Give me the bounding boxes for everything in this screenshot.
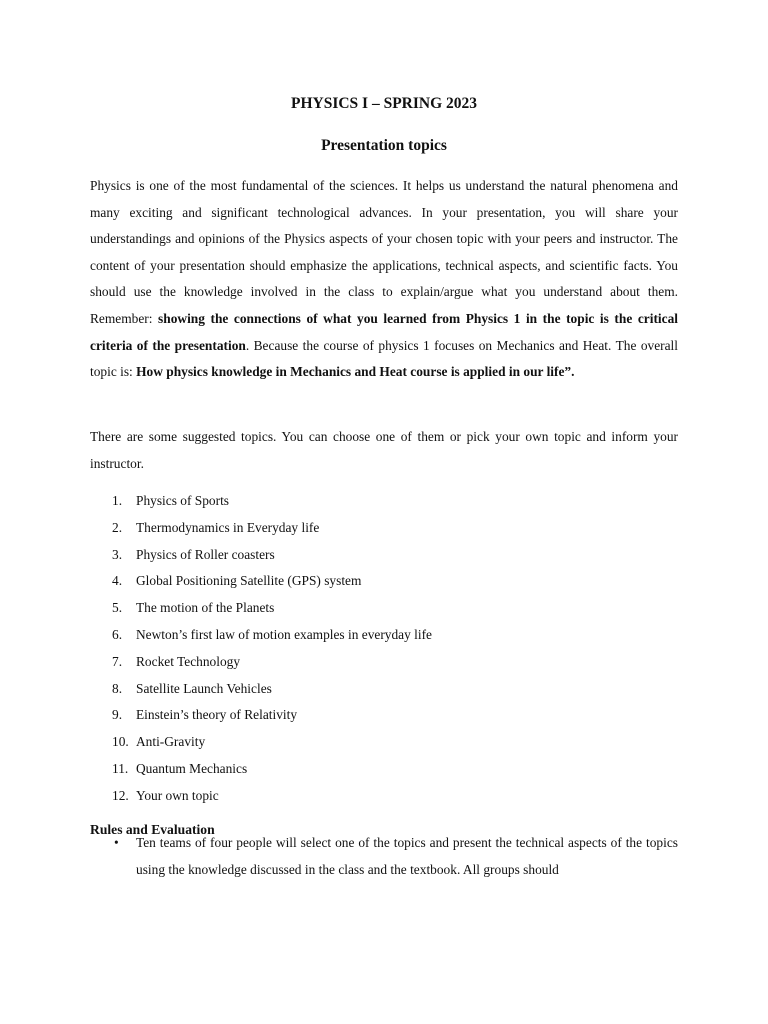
- document-title: PHYSICS I – SPRING 2023: [290, 95, 478, 112]
- topic-item: [90, 756, 678, 783]
- topic-number: 11.: [112, 760, 129, 776]
- topic-item: [90, 488, 678, 515]
- intro-text-1: Physics is one of the most fundamental of the sciences. It helps us understand the natural phenomena and many exciting and significant technological advances. In your presentation, you will share your understandings and opinions of the Physics aspects of your chosen topic with your peers and instructor. The content of your presentation should emphasize the applications, technical aspects, and scientific facts. You should use the knowledge involved in the class to explain/argue what you understand about them. Remember:: [90, 178, 678, 326]
- topic-label: Newton’s first law of motion examples in everyday life: [136, 626, 433, 642]
- topic-label: Physics of Sports: [136, 493, 230, 508]
- intro-bold-1: showing the connections of what you learned from Physics 1 in the topic is the critical criteria of the presentation: [90, 310, 678, 353]
- topic-number: 1.: [112, 493, 123, 508]
- topic-number: 5.: [112, 600, 123, 616]
- topic-number: 9.: [112, 707, 123, 723]
- topic-item: [90, 595, 678, 622]
- topic-number: 8.: [112, 680, 123, 696]
- topic-item: [90, 542, 678, 569]
- topic-label: Anti-Gravity: [136, 734, 206, 750]
- intro-text-2: . Because the course of physics 1 focuses on Mechanics and Heat. The overall topic is:: [90, 337, 678, 380]
- topics-list: [90, 488, 678, 810]
- topic-item: [90, 515, 678, 542]
- topic-number: 6.: [112, 626, 123, 642]
- topic-number: 2.: [112, 519, 123, 535]
- topic-number: 12.: [112, 787, 129, 803]
- topic-label: Your own topic: [136, 787, 219, 803]
- rules-list: [90, 830, 678, 883]
- topic-label: Rocket Technology: [136, 653, 241, 669]
- topic-label: The motion of the Planets: [136, 600, 275, 616]
- topic-label: Satellite Launch Vehicles: [136, 680, 272, 696]
- topic-item: [90, 702, 678, 729]
- intro-paragraph: [90, 173, 678, 386]
- document-subtitle: Presentation topics: [321, 137, 447, 154]
- suggested-topics-paragraph: There are some suggested topics. You can choose one of them or pick your own topic and inform your instructor.: [90, 429, 678, 471]
- topic-item: [90, 649, 678, 676]
- topic-item: [90, 783, 678, 810]
- topic-label: Thermodynamics in Everyday life: [136, 519, 320, 535]
- topic-label: Quantum Mechanics: [136, 760, 248, 776]
- rules-item-text: Ten teams of four people will select one of the topics and present the technical aspects of the topics using the knowledge discussed in the class and the textbook. All groups should: [136, 835, 678, 877]
- topic-item: [90, 622, 678, 649]
- topic-item: [90, 676, 678, 703]
- topic-number: 7.: [112, 653, 123, 669]
- topic-number: 3.: [112, 546, 123, 562]
- topic-item: [90, 568, 678, 595]
- topic-label: Physics of Roller coasters: [136, 546, 275, 562]
- topic-label: Global Positioning Satellite (GPS) system: [136, 573, 362, 589]
- bullet-icon: •: [114, 835, 119, 850]
- topic-item: [90, 729, 678, 756]
- topic-number: 10.: [112, 734, 129, 750]
- intro-bold-2: How physics knowledge in Mechanics and Heat course is applied in our life”.: [136, 364, 575, 380]
- topic-number: 4.: [112, 573, 123, 589]
- topic-label: Einstein’s theory of Relativity: [136, 707, 298, 723]
- rules-item: [90, 830, 678, 883]
- rules-heading: Rules and Evaluation: [90, 822, 215, 837]
